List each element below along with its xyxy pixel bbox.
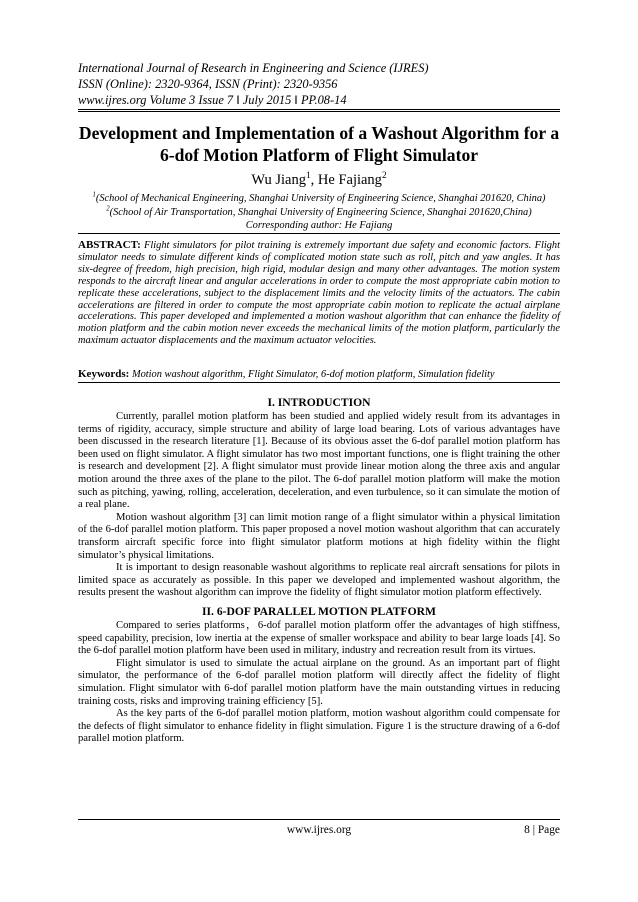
- section-1-paragraph-1: Currently, parallel motion platform has been studied and applied widely result from its advantages in terms of rigidity, accuracy, simple structure and ability of large load bearing. Lots of various advantages have been discussed in the research literature [1]. Because of its obvious asset the 6-dof parallel motion platform has been used on flight simulator. A flight simulator has two most important functions, one is flight training the other is research and development [2]. A flight simulator must provide linear motion along the three axis and angular motion around the three axes of the plane to the pilot. The 6-dof parallel motion platform will make the motion such as pitching, yawing, rolling, acceleration, deceleration, and even turbulence, so it can simulate the motion of a real plane.: [78, 411, 560, 511]
- section-1-paragraph-2: Motion washout algorithm [3] can limit motion range of a flight simulator within a physical limitation of the 6-dof parallel motion platform. This paper proposed a novel motion washout algorithm that can accurately transform aircraft specific force into flight simulator platform motions at high fidelity within the flight simulator’s physical limitations.: [78, 511, 560, 561]
- affiliation-2: [78, 206, 560, 220]
- corresponding-author: Corresponding author: He Fajiang: [245, 220, 393, 231]
- section-1-body: [78, 411, 560, 600]
- section-2-paragraph-3: As the key parts of the 6-dof parallel motion platform, motion washout algorithm could compensate for the defects of flight simulator to enhance fidelity in flight simulation. Figure 1 is the structure drawing of a 6-dof parallel motion platform.: [78, 708, 560, 745]
- author-separator: ,: [310, 172, 318, 188]
- author-1: Wu Jiang: [251, 172, 306, 188]
- section-2-paragraph-1: Compared to series platforms，6-dof parallel motion platform offer the advantages of high stiffness, speed capability, precision, low inertia at the expense of smaller workspace and ability to bear large loads [4]. So the 6-dof parallel motion platform have been used in military, industry and recreation result from its virtues.: [78, 620, 560, 657]
- section-2-paragraph-2: Flight simulator is used to simulate the actual airplane on the ground. As an important part of flight simulator, the performance of the 6-dof parallel motion platform will directly affect the fidelity of flight simulation. Flight simulator with 6-dof parallel motion platform have the main outstanding virtues in reducing training costs, risks and improving training efficiency [5].: [78, 657, 560, 707]
- paper-title-line-2: 6-dof Motion Platform of Flight Simulator: [159, 145, 479, 165]
- keywords: [78, 368, 560, 381]
- affiliation-1-text: (School of Mechanical Engineering, Shanghai University of Engineering Science, Shanghai 201620, China): [95, 193, 546, 204]
- keywords-label: Keywords:: [78, 368, 130, 380]
- affiliation-1-mark: 1: [92, 191, 96, 199]
- affiliation-2-mark: 2: [106, 205, 110, 213]
- section-2-heading: II. 6-DOF PARALLEL MOTION PLATFORM: [202, 605, 436, 618]
- footer-site: www.ijres.org: [286, 824, 352, 836]
- journal-name: International Journal of Research in Engineering and Science (IJRES): [78, 61, 429, 75]
- abstract-text: Flight simulators for pilot training is extremely important due safety and economic factors. Flight simulator needs to simulate different kinds of complicated motion state such as roll, pitch and yaw angles. It has six-degree of freedom, high precision, high rigid, modular design and many other advantages. The motion system responds to the aircraft linear and angular accelerations in order to compute the most appropriate cabin motion to replicate these accelerations, subject to the displacement limits and the velocity limits of the actuators. The cabin accelerations are filtered in order to compute the most appropriate cabin motion to replicate the actual airplane accelerations. This paper developed and implemented a motion washout algorithm that can enhance the fidelity of motion platform and the cabin motion never exceeds the mechanical limits of the motion platform, particularly the maximum actuator displacements and the maximum actuator velocities.: [78, 240, 560, 347]
- abstract: [78, 240, 560, 347]
- author-list: [78, 171, 560, 189]
- section-1-heading: I. INTRODUCTION: [267, 396, 371, 409]
- footer-page-number: 8 | Page: [524, 824, 560, 836]
- journal-volume-line: www.ijres.org Volume 3 Issue 7 ǁ July 2015 ǁ PP.08-14: [78, 93, 347, 107]
- affiliation-1: [78, 192, 560, 206]
- section-1-paragraph-3: It is important to design reasonable washout algorithms to replicate real aircraft sensations for pilots in limited space as accurately as possible. In this paper we developed and implemented washout algorithm, the results present the washout algorithm can improve the fidelity of flight simulator motion platform effectively.: [78, 562, 560, 599]
- author-2-affil-mark: 2: [381, 171, 387, 182]
- abstract-label: ABSTRACT:: [78, 239, 141, 251]
- section-2-body: [78, 620, 560, 746]
- header-rule: [78, 109, 560, 112]
- journal-header: [78, 60, 560, 108]
- keywords-text: Motion washout algorithm, Flight Simulator, 6-dof motion platform, Simulation fidelity: [131, 369, 495, 380]
- author-2: He Fajiang: [317, 172, 382, 188]
- author-1-affil-mark: 1: [305, 171, 311, 182]
- paper-title-line-1: Development and Implementation of a Washout Algorithm for a: [78, 123, 560, 143]
- footer-rule: [78, 819, 560, 820]
- affiliation-2-text: (School of Air Transportation, Shanghai University of Engineering Science, Shanghai 201620,China): [109, 207, 532, 218]
- paper-title: [78, 122, 560, 166]
- journal-issn: ISSN (Online): 2320-9364, ISSN (Print): 2320-9356: [78, 77, 338, 91]
